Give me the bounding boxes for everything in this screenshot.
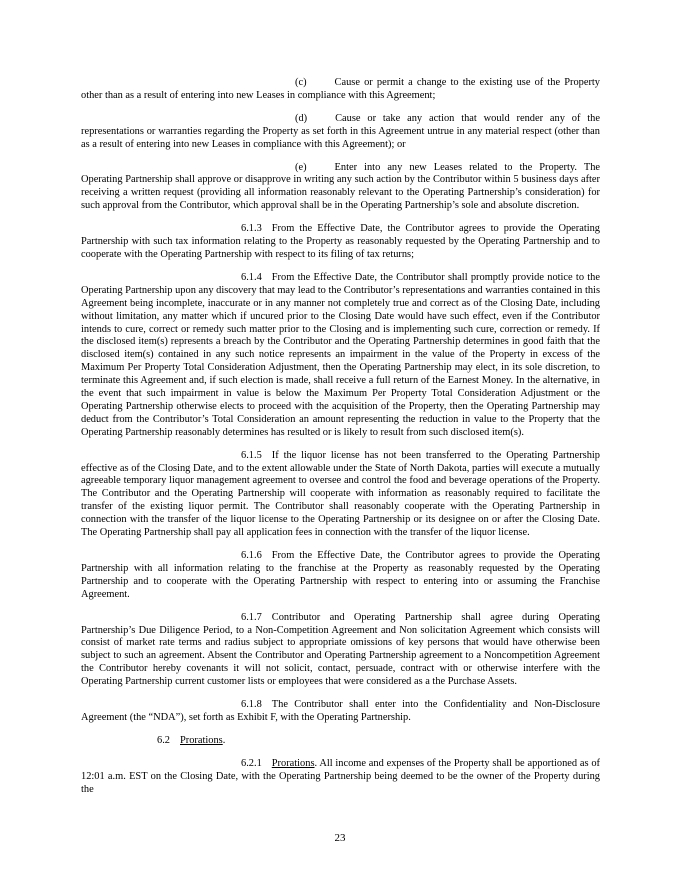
- clause-number: (e): [295, 161, 307, 173]
- section-number: 6.1.7: [241, 611, 262, 623]
- clause-d: [81, 113, 600, 152]
- section-number: 6.2.1: [241, 757, 262, 769]
- clause-text: Cause or permit a change to the existing use of the Property other than as a result of entering into new Leases in compliance with this Agreement;: [81, 77, 600, 101]
- section-6-1-3: [81, 223, 600, 262]
- clause-e: [81, 162, 600, 214]
- clause-number: (c): [295, 77, 307, 88]
- page-number: 23: [334, 832, 346, 844]
- section-heading: Prorations: [180, 734, 223, 746]
- section-number: 6.2: [157, 734, 170, 746]
- clause-c: [81, 77, 600, 103]
- section-text: From the Effective Date, the Contributor agrees to provide the Operating Partnership with such tax information relating to the Property as reasonably requested by the Operating Partnership and to cooperate with the Operating Partnership with respect to its filing of tax returns;: [81, 223, 600, 260]
- section-6-1-4: [81, 272, 600, 440]
- section-text: From the Effective Date, the Contributor agrees to provide the Operating Partnership with all information relating to the franchise at the Property as reasonably requested by the Operating Partnership and to cooperate with the Operating Partnership with respect to entering into or assuming the Franchise Agreement.: [81, 550, 600, 600]
- section-text: . All income and expenses of the Property shall be apportioned as of 12:01 a.m. EST on the Closing Date, with the Operating Partnership being deemed to be the owner of the Property during the: [81, 757, 600, 795]
- section-number: 6.1.3: [241, 223, 262, 235]
- heading-punctuation: .: [222, 734, 226, 746]
- section-number: 6.1.8: [241, 699, 262, 711]
- section-6-1-6: [81, 550, 600, 602]
- section-text: Contributor and Operating Partnership shall agree during Operating Partnership’s Due Diligence Period, to a Non-Competition Agreement and Non solicitation Agreement which consists will consist of market rate terms and radius subject to appropriate omissions of key persons that would have otherwise been subject to such an agreement. Absent the Contributor and Operating Partnership agreement to a Noncompetition Agreement the Contributor hereby covenants it will not solicit, contact, persuade, contract with or otherwise interfere with the Operating Partnership current customer lists or employees that were considered as a the Purchase Assets.: [81, 611, 600, 688]
- clause-text: Cause or take any action that would render any of the representations or warranties regarding the Property as set forth in this Agreement untrue in any material respect (other than as a result of entering into new Leases in compliance with this Agreement); or: [81, 112, 600, 150]
- section-number: 6.1.6: [241, 550, 262, 561]
- section-text: If the liquor license has not been transferred to the Operating Partnership effective as of the Closing Date, and to the extent allowable under the State of North Dakota, parties will execute a mutually agreeable temporary liquor management agreement to oversee and control the food and beverage operations of the Property. The Contributor and the Operating Partnership will cooperate with information as reasonably required to facilitate the transfer of the existing liquor permit. The Contributor shall reasonably cooperate with the Operating Partnership in connection with the transfer of the liquor license to the Operating Partnership or its designee on or after the Closing Date. The Operating Partnership shall pay all application fees in connection with the transfer of the liquor license.: [81, 449, 600, 539]
- section-heading: Prorations: [271, 757, 315, 769]
- section-text: From the Effective Date, the Contributor shall promptly provide notice to the Operating Partnership upon any discovery that may lead to the Contributor’s representations and warranties contained in this Agreement being incomplete, inaccurate or in any manner not completely true and correct as of the Closing Date, including without limitation, any matter which if uncured prior to the Closing Date would have such effect, even if the Contributor intends to cure, correct or remedy such matter prior to the Closing and is implementing such cure, correction or remedy. If the disclosed item(s) represents a breach by the Contributor and the Operating Partnership determines in good faith that the disclosed item(s) contained in any such notice represents an impairment in the value of the Property in excess of the Maximum Per Property Total Consideration Adjustment, then the Operating Partnership may elect, in its sole discretion, to terminate this Agreement and, if such election is made, shall receive a full return of the Earnest Money. In the alternative, in the event that such impairment in value is below the Maximum Per Property Total Consideration Adjustment or the Operating Partnership otherwise elects to proceed with the acquisition of the Property, then the Operating Partnership may deduct from the Contributor’s Total Consideration an amount representing the reduction in value to the Property that the Operating Partnership reasonably determines has resulted or is likely to result from such disclosed item(s).: [81, 271, 600, 438]
- clause-number: (d): [295, 112, 308, 124]
- section-number: 6.1.5: [241, 449, 262, 461]
- section-text: The Contributor shall enter into the Confidentiality and Non-Disclosure Agreement (the “NDA”), set forth as Exhibit F, with the Operating Partnership.: [81, 699, 600, 723]
- section-6-1-8: [81, 699, 600, 725]
- section-6-2-1: [81, 758, 600, 797]
- section-6-1-5: [81, 450, 600, 540]
- section-number: 6.1.4: [241, 271, 262, 283]
- clause-text: Enter into any new Leases related to the Property. The Operating Partnership shall approve or disapprove in writing any such action by the Contributor within 5 business days after receiving a written request (providing all information reasonably relevant to the Operating Partnership’s consideration) for such approval from the Contributor, which approval shall be in the Operating Partnership’s sole and absolute discretion.: [81, 161, 600, 212]
- page-body: [81, 77, 600, 807]
- section-6-1-7: [81, 612, 600, 689]
- section-6-2: [81, 735, 600, 748]
